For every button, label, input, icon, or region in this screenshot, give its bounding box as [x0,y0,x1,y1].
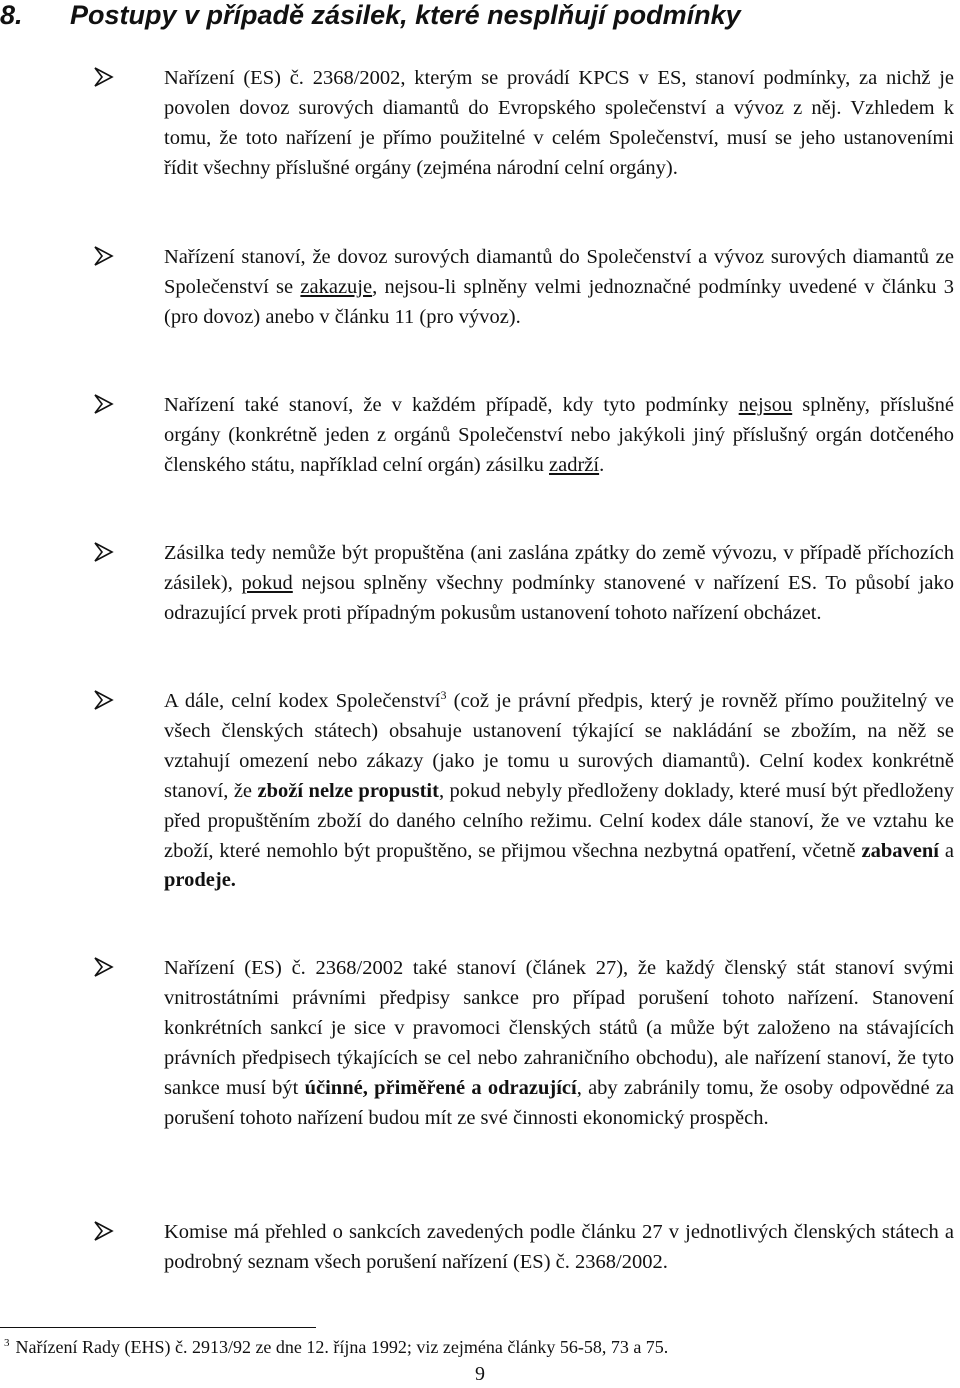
arrow-bullet-icon [93,956,115,978]
footnote-text: Nařízení Rady (EHS) č. 2913/92 ze dne 12. října 1992; viz zejména články 56-58, 73 a 75. [15,1337,669,1357]
text-run: nejsou splněny všechny podmínky stanovené v nařízení ES. To působí jako odrazující prvek proti případným pokusům ustanovení tohoto nařízení obcházet. [164,571,954,624]
underlined-text: zakazuje [300,275,373,298]
bold-text: zboží nelze propustit [257,779,439,802]
bold-text: prodeje. [164,869,236,892]
text-run: splněny, příslušné orgány (konkrétně jeden z orgánů Společenství nebo jakýkoli jiný příslušný orgán dotčeného členského státu, například celní orgán) zásilku [164,394,954,476]
footnote-mark: 3 [4,1337,10,1349]
underlined-text: nejsou [738,394,793,416]
footnote-reference: 3 [440,688,447,703]
arrow-bullet-icon [93,1220,115,1242]
text-run: (což je právní předpis, který je rovněž přímo použitelný ve všech členských státech) obsahuje ustanovení týkající se nakládání se zbožím, na něž se vztahují omezení nebo zákazy (jako je tomu u surových diamantů). Celní kodex konkrétně stanoví, že [164,690,954,802]
page-number: 9 [475,1363,485,1385]
section-title: Postupy v případě zásilek, které nesplňují podmínky [70,0,741,30]
text-run: , nejsou-li splněny velmi jednoznačné podmínky uvedené v článku 3 (pro dovoz) anebo v článku 11 (pro vývoz). [164,275,954,328]
arrow-bullet-icon [93,66,115,88]
arrow-bullet-icon [93,541,115,563]
text-run: Zásilka tedy nemůže být propuštěna (ani zaslána zpátky do země vývozu, v případě příchozích zásilek), [164,542,954,594]
bullet-text [164,1218,954,1278]
section-heading [0,0,741,30]
arrow-bullet-icon [93,393,115,415]
footnote [4,1336,668,1358]
bullet-text [164,687,954,896]
bullet-text [164,391,954,481]
text-run: Nařízení (ES) č. 2368/2002 také stanoví (článek 27), že každý členský stát stanoví svými vnitrostátními právními předpisy sankce pro případ porušení tohoto nařízení. Stanovení konkrétních sankcí je sice v pravomoci členských států (a může být založeno na stávajících právních předpisech týkajících se cel nebo zahraničního obchodu), ale nařízení stanoví, že tyto sankce musí být [164,957,954,1099]
bullet-text [164,954,954,1133]
text-run: . [599,453,605,476]
text-run: a [938,839,955,862]
text-run: Nařízení (ES) č. 2368/2002, kterým se provádí KPCS v ES, stanoví podmínky, za nichž je povolen dovoz surových diamantů do Evropského společenství a vývoz z něj. Vzhledem k tomu, že toto nařízení je přímo použitelné v celém Společenství, musí se jeho ustanoveními řídit všechny příslušné orgány (zejména národní celní orgány). [164,67,954,179]
text-run: Nařízení stanoví, že dovoz surových diamantů do Společenství a vývoz surových diamantů ze Společenství se [164,246,954,298]
footnote-divider [0,1327,316,1328]
underlined-text: pokud [241,571,293,594]
text-run: , aby zabránily tomu, že osoby odpovědné za porušení tohoto nařízení budou mít ze své činnosti ekonomický prospěch. [164,1076,955,1129]
arrow-bullet-icon [93,245,115,267]
bullet-text [164,243,954,333]
section-number: 8. [0,0,23,30]
bullet-text [164,539,954,629]
text-run: , pokud nebyly předloženy doklady, které musí být předloženy před propuštěním zboží do daného celního režimu. Celní kodex dále stanoví, že ve vztahu ke zboží, které nemohlo být propuštěno, se přijmou všechna nezbytná opatření, včetně [164,779,954,862]
underlined-text: zadrží [549,453,600,476]
bullet-text [164,64,954,184]
text-run: Komise má přehled o sankcích zavedených podle článku 27 v jednotlivých členských státech a podrobný seznam všech porušení nařízení (ES) č. 2368/2002. [164,1221,954,1273]
bold-text: zabavení [861,839,939,862]
bold-text: účinné, přiměřené a odrazující [304,1076,577,1099]
text-run: Nařízení také stanoví, že v každém případě, kdy tyto podmínky [164,394,739,416]
arrow-bullet-icon [93,689,115,711]
text-run: A dále, celní kodex Společenství [164,690,441,712]
